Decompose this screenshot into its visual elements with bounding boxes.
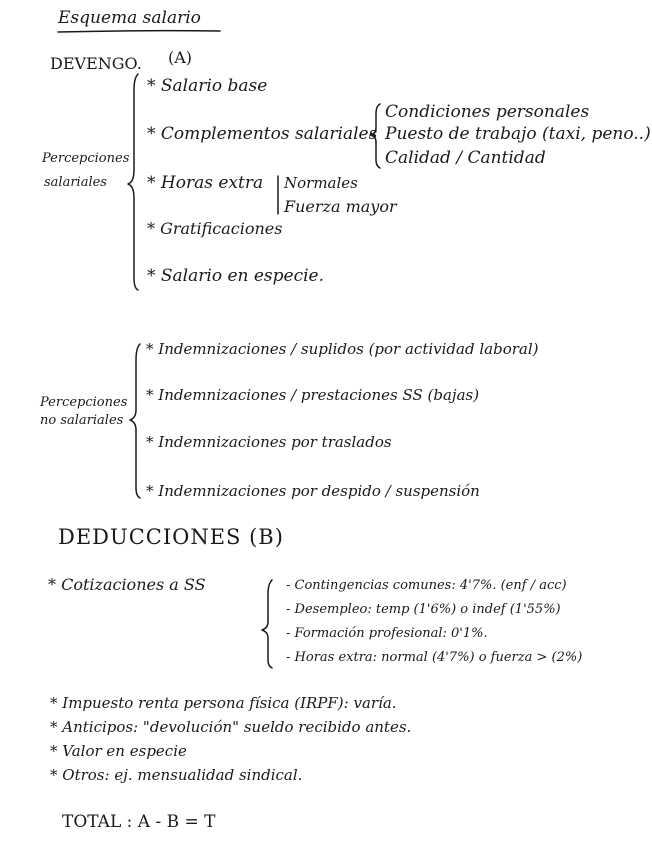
brace-cotizaciones (262, 580, 272, 668)
horas-sub-fuerza-mayor: Fuerza mayor (284, 197, 397, 216)
deducciones-heading: DEDUCCIONES (B) (58, 525, 284, 549)
cotizacion-desempleo: - Desempleo: temp (1'6%) o indef (1'55%) (286, 602, 561, 617)
cotizacion-formacion: - Formación profesional: 0'1%. (286, 626, 488, 641)
brace-salariales (128, 74, 138, 290)
deduccion-valor-especie: * Valor en especie (50, 742, 187, 760)
salariales-item-gratificaciones: * Gratificaciones (147, 219, 283, 238)
complementos-sub-puesto: Puesto de trabajo (taxi, peno..) (385, 124, 651, 144)
complementos-sub-condiciones: Condiciones personales (385, 102, 590, 122)
devengo-marker: (A) (168, 48, 193, 67)
salariales-item-especie: * Salario en especie. (147, 266, 325, 286)
salariales-item-horas-extra: * Horas extra (147, 173, 264, 193)
page-title: Esquema salario (58, 8, 201, 28)
total-formula: TOTAL : A - B = T (62, 812, 216, 832)
complementos-sub-calidad: Calidad / Cantidad (385, 148, 546, 168)
no-salariales-item-suplidos: * Indemnizaciones / suplidos (por actividad laboral) (146, 340, 539, 358)
no-salariales-item-despido: * Indemnizaciones por despido / suspensión (146, 482, 480, 500)
devengo-heading: DEVENGO. (50, 54, 142, 73)
no-salariales-item-prestaciones: * Indemnizaciones / prestaciones SS (bajas) (146, 386, 480, 404)
cotizacion-horas-extra: - Horas extra: normal (4'7%) o fuerza > (2%) (286, 650, 583, 665)
title-underline (58, 31, 220, 32)
salariales-label-line2: salariales (44, 175, 107, 190)
cotizacion-contingencias: - Contingencias comunes: 4'7%. (enf / acc) (286, 578, 567, 593)
salariales-label-line1: Percepciones (42, 151, 130, 166)
no-salariales-label-line2: no salariales (40, 413, 124, 428)
salariales-item-salario-base: * Salario base (147, 76, 268, 96)
horas-sub-normales: Normales (284, 174, 358, 192)
deduccion-otros: * Otros: ej. mensualidad sindical. (50, 766, 303, 784)
brace-no-salariales (130, 344, 140, 498)
no-salariales-label-line1: Percepciones (40, 395, 128, 410)
no-salariales-item-traslados: * Indemnizaciones por traslados (146, 433, 392, 451)
deduccion-irpf: * Impuesto renta persona física (IRPF): varía. (50, 694, 397, 712)
deduccion-anticipos: * Anticipos: "devolución" sueldo recibido antes. (50, 718, 412, 736)
cotizaciones-label: * Cotizaciones a SS (48, 575, 206, 594)
salariales-item-complementos: * Complementos salariales (147, 124, 378, 144)
